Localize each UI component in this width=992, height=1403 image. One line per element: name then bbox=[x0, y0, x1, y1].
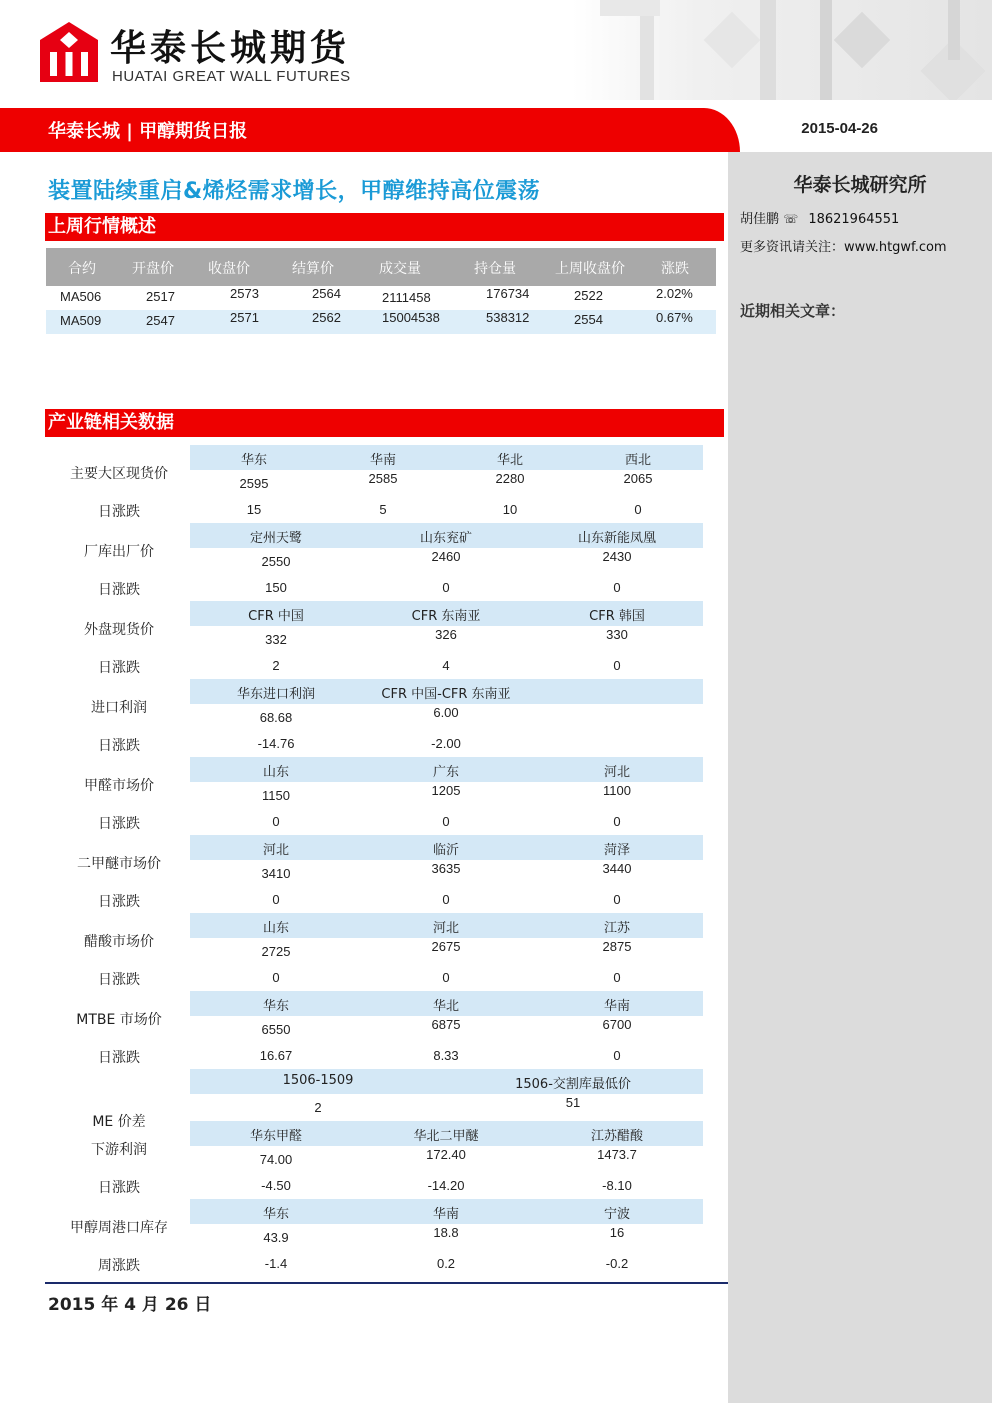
chain-column-header: CFR 韩国 bbox=[589, 609, 645, 624]
chain-change-label: 日涨跌 bbox=[98, 1050, 140, 1066]
chain-change-value: -0.2 bbox=[605, 1256, 629, 1271]
chain-column-header: 华南 bbox=[369, 453, 397, 468]
chain-column-header: 华东甲醛 bbox=[249, 1129, 303, 1144]
table-cell: 538312 bbox=[486, 310, 530, 325]
chain-change-value: 0 bbox=[613, 814, 621, 829]
chain-change-label: 日涨跌 bbox=[98, 894, 140, 910]
chain-column-header: CFR 中国 bbox=[248, 609, 304, 624]
column-header: 持仓量 bbox=[474, 261, 516, 277]
table-cell: 2522 bbox=[574, 288, 603, 303]
column-header: 结算价 bbox=[292, 261, 334, 277]
headline: 装置陆续重启&烯烃需求增长，甲醇维持高位震荡 bbox=[48, 179, 541, 204]
table-cell: 15004538 bbox=[382, 310, 440, 325]
column-header: 开盘价 bbox=[132, 261, 174, 277]
chain-row-label: 甲醛市场价 bbox=[84, 778, 154, 794]
table-cell: 2562 bbox=[312, 310, 341, 325]
chain-change-value: 0 bbox=[272, 892, 280, 907]
table-cell: MA506 bbox=[60, 289, 102, 304]
chain-change-value: 15 bbox=[246, 502, 262, 517]
chain-column-header: 河北 bbox=[262, 843, 290, 858]
chain-change-value: -1.4 bbox=[264, 1256, 288, 1271]
chain-column-header: 定州天鹭 bbox=[249, 531, 303, 546]
chain-value: 2430 bbox=[602, 549, 632, 564]
chain-change-value: 10 bbox=[502, 502, 518, 517]
chain-value: 68.68 bbox=[259, 710, 293, 725]
chain-change-value: 0 bbox=[272, 970, 280, 985]
analyst-contact bbox=[740, 208, 899, 227]
chain-change-value: 8.33 bbox=[433, 1048, 459, 1063]
chain-value: 332 bbox=[265, 632, 287, 647]
chain-value: 6875 bbox=[431, 1017, 461, 1032]
chain-column-header: 1506-1509 bbox=[282, 1073, 354, 1088]
chain-change-value: -8.10 bbox=[602, 1178, 632, 1193]
chain-column-header: 1506-交割库最低价 bbox=[515, 1077, 631, 1092]
column-header: 成交量 bbox=[379, 261, 421, 277]
chain-change-value: 0 bbox=[613, 580, 621, 595]
chain-row-label: 醋酸市场价 bbox=[84, 934, 154, 950]
chain-column-header: 山东 bbox=[262, 921, 290, 936]
table-row bbox=[46, 286, 716, 310]
chain-column-header: 广东 bbox=[432, 765, 460, 780]
chain-change-label: 日涨跌 bbox=[98, 504, 140, 520]
section-industry-chain: 产业链相关数据 bbox=[45, 409, 724, 437]
report-date: 2015-04-26 bbox=[801, 120, 878, 137]
chain-column-header: 河北 bbox=[603, 765, 631, 780]
company-logo-icon bbox=[40, 22, 98, 82]
chain-column-header: 华北 bbox=[432, 999, 460, 1014]
chain-value: 3410 bbox=[261, 866, 291, 881]
chain-column-header: 华东 bbox=[262, 999, 290, 1014]
chain-value: 6550 bbox=[261, 1022, 291, 1037]
chain-value: 2 bbox=[314, 1100, 322, 1115]
analyst-name: 胡佳鹏 bbox=[740, 212, 780, 227]
chain-value: 2280 bbox=[495, 471, 525, 486]
chain-value: 326 bbox=[435, 627, 457, 642]
section-weekly-overview: 上周行情概述 bbox=[45, 213, 724, 241]
chain-row-label: 二甲醚市场价 bbox=[77, 856, 161, 872]
table-cell: 2554 bbox=[574, 312, 603, 327]
table-cell: MA509 bbox=[60, 313, 102, 328]
chain-value: 2725 bbox=[261, 944, 291, 959]
chain-column-header: 西北 bbox=[624, 453, 652, 468]
chain-value: 18.8 bbox=[433, 1225, 459, 1240]
chain-value: 2460 bbox=[431, 549, 461, 564]
chain-change-value: -14.20 bbox=[427, 1178, 465, 1193]
chain-change-value: 0 bbox=[613, 970, 621, 985]
company-name-cn: 华泰长城期货 bbox=[110, 28, 351, 69]
footer-date: 2015 年 4 月 26 日 bbox=[48, 1295, 212, 1315]
chain-value: 1473.7 bbox=[597, 1147, 637, 1162]
chain-value: 172.40 bbox=[426, 1147, 466, 1162]
chain-value: 3635 bbox=[431, 861, 461, 876]
column-header: 合约 bbox=[68, 261, 96, 277]
chain-change-value: 0 bbox=[442, 814, 450, 829]
chain-column-header: 山东新能凤凰 bbox=[577, 531, 657, 546]
chain-change-value: -4.50 bbox=[261, 1178, 291, 1193]
chain-value: 2875 bbox=[602, 939, 632, 954]
table-cell: 0.67% bbox=[656, 310, 693, 325]
chain-row-label: 主要大区现货价 bbox=[70, 466, 168, 482]
table-cell: 2571 bbox=[230, 310, 259, 325]
chain-change-value: 0 bbox=[442, 892, 450, 907]
report-title-bar bbox=[0, 108, 992, 152]
phone-icon: ☏ bbox=[783, 212, 799, 226]
chain-column-header: CFR 东南亚 bbox=[411, 609, 481, 624]
chain-row-label: 下游利润 bbox=[91, 1142, 147, 1158]
more-info[interactable]: 更多资讯请关注：www.htgwf.com bbox=[740, 240, 947, 255]
table-cell: 2.02% bbox=[656, 286, 693, 301]
chain-change-label: 日涨跌 bbox=[98, 660, 140, 676]
chain-value: 2550 bbox=[261, 554, 291, 569]
chain-column-header: CFR 中国-CFR 东南亚 bbox=[381, 687, 511, 702]
chain-change-value: 4 bbox=[442, 658, 450, 673]
chain-change-value: 5 bbox=[379, 502, 387, 517]
chain-change-value: 0 bbox=[613, 1048, 621, 1063]
chain-change-value: -2.00 bbox=[431, 736, 461, 751]
chain-row-label: 进口利润 bbox=[91, 700, 147, 716]
chain-row-label: ME 价差 bbox=[92, 1114, 146, 1130]
chain-column-header: 河北 bbox=[432, 921, 460, 936]
chain-column-header: 华东 bbox=[240, 453, 268, 468]
chain-row-label: MTBE 市场价 bbox=[76, 1012, 162, 1028]
table-cell: 176734 bbox=[486, 286, 530, 301]
chain-value: 330 bbox=[606, 627, 628, 642]
chain-change-value: 150 bbox=[265, 580, 287, 595]
chain-value: 2065 bbox=[623, 471, 653, 486]
chain-value: 6.00 bbox=[433, 705, 459, 720]
table-cell: 2547 bbox=[146, 313, 175, 328]
chain-change-label: 日涨跌 bbox=[98, 816, 140, 832]
chain-value: 2585 bbox=[368, 471, 398, 486]
table-cell: 2111458 bbox=[382, 290, 431, 305]
chain-value: 2595 bbox=[239, 476, 269, 491]
chain-change-label: 日涨跌 bbox=[98, 972, 140, 988]
table-cell: 2517 bbox=[146, 289, 175, 304]
chain-value: 43.9 bbox=[263, 1230, 289, 1245]
chain-change-label: 日涨跌 bbox=[98, 1180, 140, 1196]
column-header: 收盘价 bbox=[208, 261, 250, 277]
chain-value: 16 bbox=[609, 1225, 625, 1240]
analyst-phone: 18621964551 bbox=[808, 212, 900, 227]
chain-column-header: 华北二甲醚 bbox=[413, 1129, 479, 1144]
table-row bbox=[46, 310, 716, 334]
chain-change-label: 日涨跌 bbox=[98, 582, 140, 598]
chain-row-label: 外盘现货价 bbox=[84, 622, 154, 638]
chain-value: 1150 bbox=[262, 788, 290, 803]
chain-change-value: 0 bbox=[613, 892, 621, 907]
chain-column-header: 菏泽 bbox=[603, 843, 631, 858]
chain-value: 3440 bbox=[602, 861, 632, 876]
report-header bbox=[0, 0, 992, 100]
chain-change-value: 0.2 bbox=[436, 1256, 456, 1271]
chain-change-value: 0 bbox=[272, 814, 280, 829]
chain-change-label: 周涨跌 bbox=[98, 1258, 140, 1274]
chain-column-header: 山东 bbox=[262, 765, 290, 780]
table-cell: 2564 bbox=[312, 286, 341, 301]
chain-change-value: 16.67 bbox=[259, 1048, 293, 1063]
chain-change-value: 2 bbox=[272, 658, 280, 673]
sidebar bbox=[728, 152, 992, 1403]
chain-column-header: 华南 bbox=[432, 1207, 460, 1222]
report-title: 华泰长城 | 甲醇期货日报 bbox=[48, 121, 248, 142]
chain-value: 6700 bbox=[602, 1017, 632, 1032]
chain-change-value: 0 bbox=[442, 970, 450, 985]
chain-change-value: 0 bbox=[613, 658, 621, 673]
chain-column-header: 临沂 bbox=[432, 843, 460, 858]
chain-change-value: -14.76 bbox=[257, 736, 295, 751]
chain-column-header: 江苏醋酸 bbox=[590, 1129, 644, 1144]
chain-value: 2675 bbox=[431, 939, 461, 954]
chain-value: 74.00 bbox=[259, 1152, 293, 1167]
chain-value: 1100 bbox=[603, 783, 631, 798]
chain-row-label: 甲醇周港口库存 bbox=[70, 1220, 168, 1236]
chain-column-header: 宁波 bbox=[603, 1207, 631, 1222]
chain-value: 51 bbox=[565, 1095, 581, 1110]
institute-name: 华泰长城研究所 bbox=[793, 174, 927, 196]
chain-row-label: 厂库出厂价 bbox=[84, 544, 154, 560]
table-cell: 2573 bbox=[230, 286, 259, 301]
company-name-en: HUATAI GREAT WALL FUTURES bbox=[112, 68, 351, 85]
weekly-table-header bbox=[46, 248, 716, 286]
chain-change-value: 0 bbox=[442, 580, 450, 595]
chain-column-header: 山东兖矿 bbox=[419, 531, 473, 546]
recent-articles-heading: 近期相关文章： bbox=[740, 302, 846, 320]
chain-change-label: 日涨跌 bbox=[98, 738, 140, 754]
chain-column-header: 华东进口利润 bbox=[236, 687, 316, 702]
chain-column-header: 华东 bbox=[262, 1207, 290, 1222]
footer-divider bbox=[45, 1282, 728, 1284]
column-header: 上周收盘价 bbox=[555, 261, 625, 277]
chain-change-value: 0 bbox=[634, 502, 642, 517]
chain-column-header: 华北 bbox=[496, 453, 524, 468]
chain-column-header: 华南 bbox=[603, 999, 631, 1014]
column-header: 涨跌 bbox=[661, 261, 689, 277]
chain-value: 1205 bbox=[431, 783, 461, 798]
chain-column-header: 江苏 bbox=[603, 921, 631, 936]
